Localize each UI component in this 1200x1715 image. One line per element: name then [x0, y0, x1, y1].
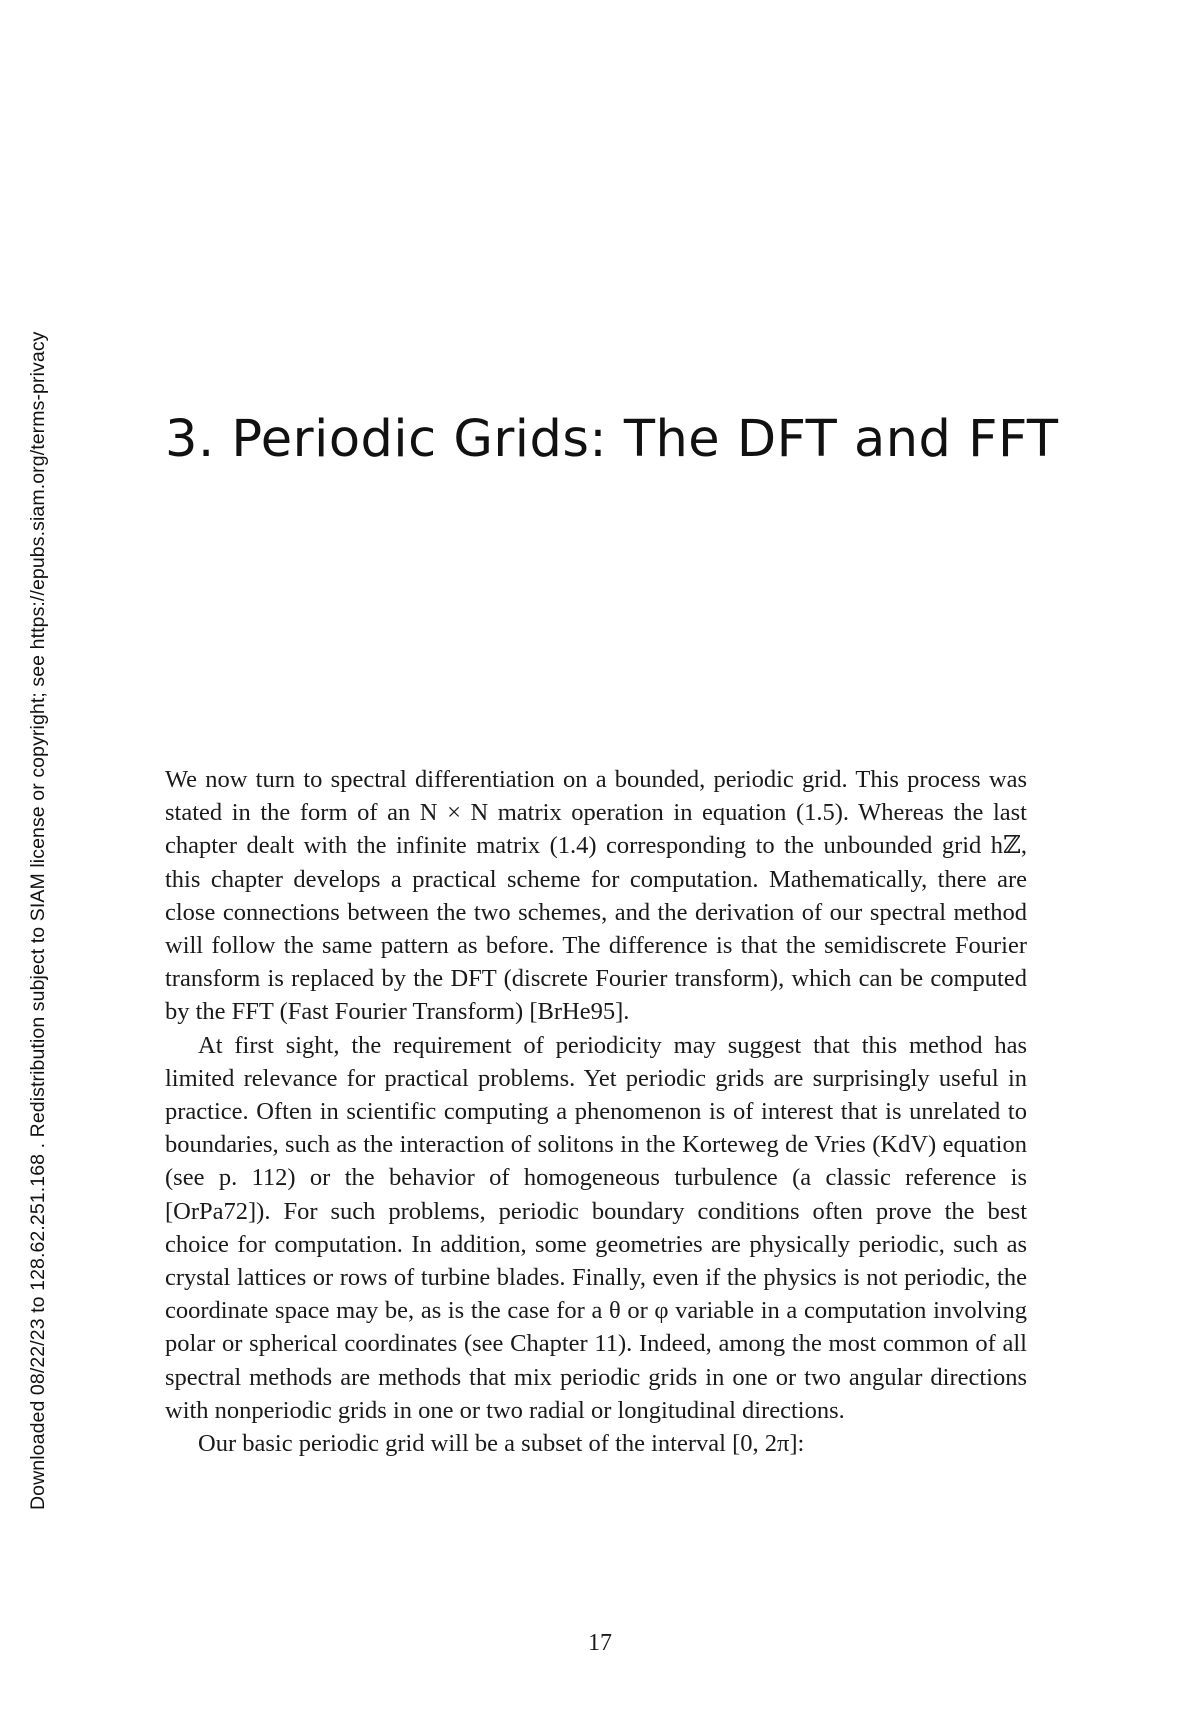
body-text — [165, 763, 1027, 1460]
paragraph-periodicity: At first sight, the requirement of periodicity may suggest that this method has limited relevance for practical problems. Yet periodic grids are surprisingly useful in practice. Often in scientific computing a phenomenon is of interest that is unrelated to boundaries, such as the interaction of solitons in the Korteweg de Vries (KdV) equation (see p. 112) or the behavior of homogeneous turbulence (a classic reference is [OrPa72]). For such problems, periodic boundary conditions often prove the best choice for computation. In addition, some geometries are physically periodic, such as crystal lattices or rows of turbine blades. Finally, even if the physics is not periodic, the coordinate space may be, as is the case for a θ or φ variable in a computation involving polar or spherical coordinates (see Chapter 11). Indeed, among the most common of all spectral methods are methods that mix periodic grids in one or two angular directions with nonperiodic grids in one or two radial or longitudinal directions. — [165, 1031, 1027, 1424]
paragraph-grid-definition: Our basic periodic grid will be a subset of the interval [0, 2π]: — [198, 1430, 805, 1458]
paragraph-intro: We now turn to spectral differentiation on a bounded, periodic grid. This process was stated in the form of an N × N matrix operation in equation (1.5). Whereas the last chapter dealt with the infinite matrix (1.4) corresponding to the unbounded grid hℤ, this chapter develops a practical scheme for computation. Mathematically, there are close connections between the two schemes, and the derivation of our spectral method will follow the same pattern as before. The difference is that the semidiscrete Fourier transform is replaced by the DFT (discrete Fourier transform), which can be computed by the FFT (Fast Fourier Transform) [BrHe95]. — [165, 766, 1027, 1026]
chapter-title: 3. Periodic Grids: The DFT and FFT — [165, 410, 1059, 469]
download-notice: Downloaded 08/22/23 to 128.62.251.168 . Redistribution subject to SIAM license or copyright; see https://epubs.siam.org/terms-privacy — [27, 331, 49, 1510]
page-number: 17 — [588, 1630, 612, 1656]
